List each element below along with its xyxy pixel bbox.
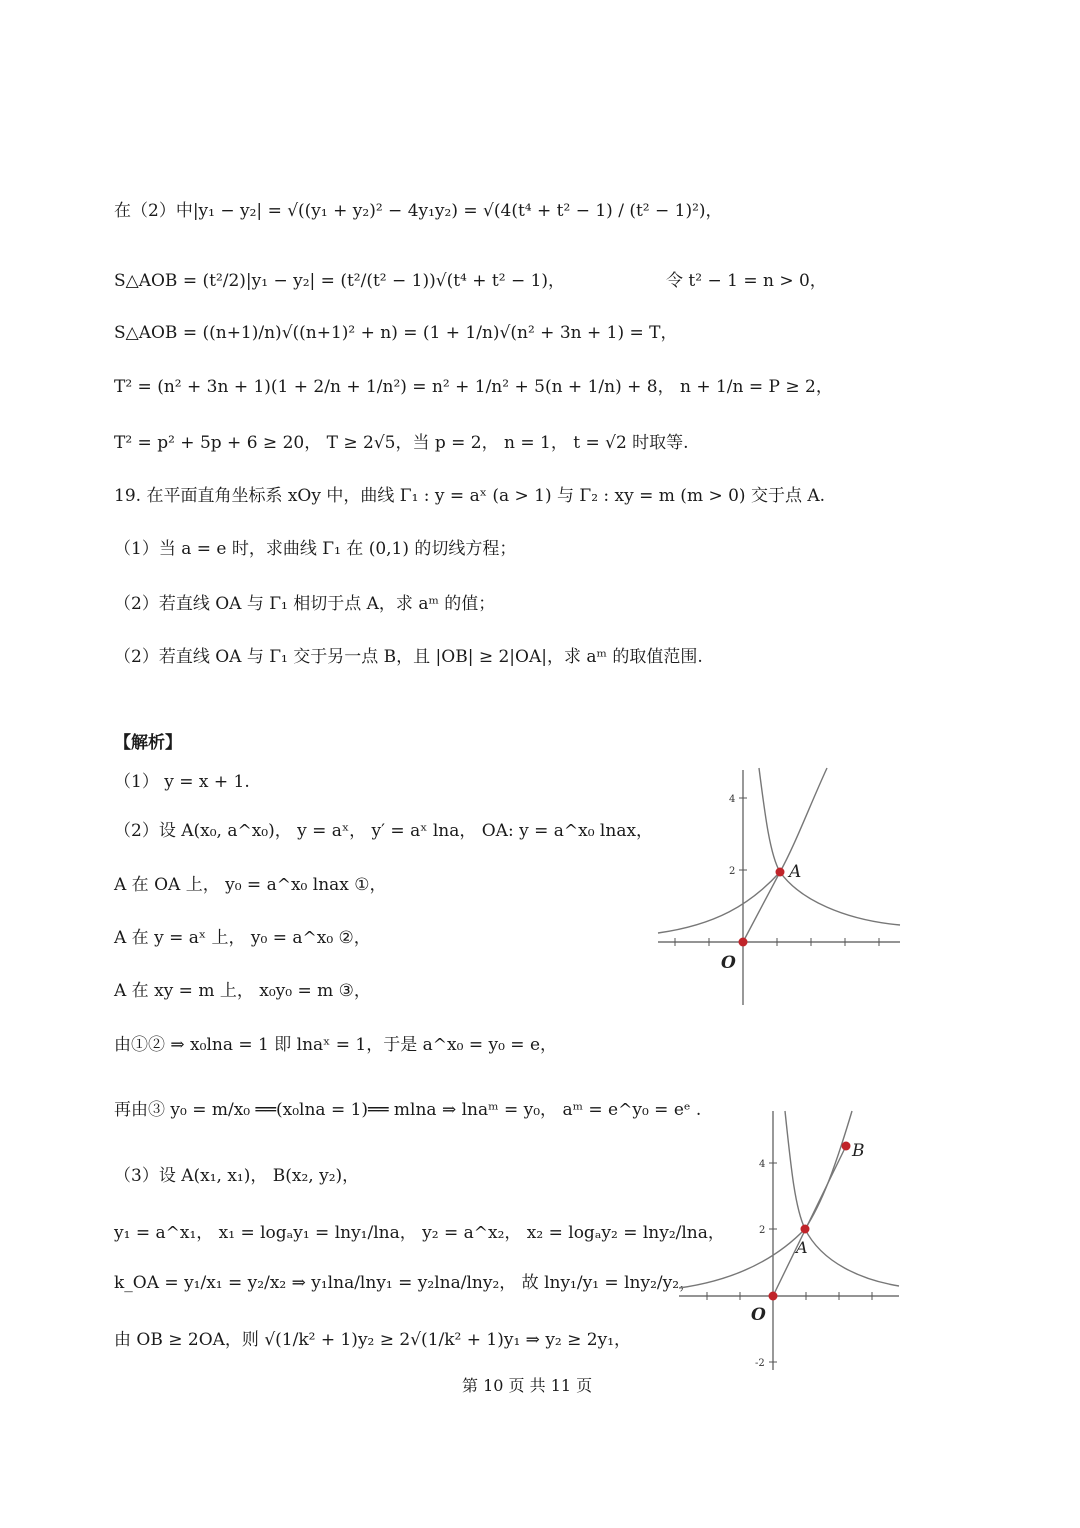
top-line-6: T² = p² + 5p + 6 ≥ 20， T ≥ 2√5，当 p = 2， n = 1， t = √2 时取等. — [114, 433, 689, 453]
point-A — [776, 868, 785, 877]
graph-intersection — [677, 1108, 902, 1373]
tick-label-2: 2 — [729, 866, 736, 877]
top-line-5: T² = (n² + 3n + 1)(1 + 2/n + 1/n²) = n² + 1/n² + 5(n + 1/n) + 8， n + 1/n = P ≥ 2， — [114, 377, 833, 397]
point-O — [739, 938, 748, 947]
label-O: O — [721, 953, 736, 973]
tick-label-neg2: -2 — [755, 1358, 765, 1369]
label-B: B — [852, 1141, 865, 1161]
point-A — [801, 1225, 810, 1234]
problem-stem: 19. 在平面直角坐标系 xOy 中，曲线 Γ₁ : y = aˣ (a > 1) 与 Γ₂ : xy = m (m > 0) 交于点 A. — [114, 486, 826, 506]
problem-q1: （1）当 a = e 时，求曲线 Γ₁ 在 (0,1) 的切线方程； — [114, 539, 517, 559]
problem-q3: （2）若直线 OA 与 Γ₁ 交于另一点 B，且 |OB| ≥ 2|OA|，求 aᵐ 的取值范围. — [114, 647, 703, 667]
point-B — [842, 1142, 851, 1151]
solution-line-5: A 在 xy = m 上， x₀y₀ = m ③， — [114, 981, 371, 1001]
solution-line-7: 再由③ y₀ = m/x₀ ══(x₀lna = 1)══ mlna ⇒ lnaᵐ = y₀， aᵐ = e^y₀ = eᵉ . — [114, 1100, 702, 1120]
tick-label-4: 4 — [759, 1159, 766, 1170]
tick-label-2: 2 — [759, 1225, 766, 1236]
solution-line-1: （1） y = x + 1. — [114, 772, 250, 792]
label-A: A — [796, 1238, 808, 1257]
solution-line-10: k_OA = y₁/x₁ = y₂/x₂ ⇒ y₁lna/lny₁ = y₂lna/lny₂， 故 lny₁/y₁ = lny₂/y₂， — [114, 1273, 697, 1293]
solution-line-2: （2）设 A(x₀, a^x₀)， y = aˣ， y′ = aˣ lna， OA: y = a^x₀ lnax， — [114, 821, 654, 841]
solution-line-6: 由①② ⇒ x₀lna = 1 即 lnaˣ = 1，于是 a^x₀ = y₀ = e， — [114, 1035, 558, 1055]
top-line-4: S△AOB = ((n+1)/n)√((n+1)² + n) = (1 + 1/n)√(n² + 3n + 1) = T， — [114, 323, 678, 343]
solution-line-4: A 在 y = aˣ 上， y₀ = a^x₀ ②， — [114, 928, 371, 948]
top-line-1: 在（2）中|y₁ − y₂| = √((y₁ + y₂)² − 4y₁y₂) = √(4(t⁴ + t² − 1) / (t² − 1)²)， — [114, 201, 723, 221]
problem-q2: （2）若直线 OA 与 Γ₁ 相切于点 A，求 aᵐ 的值； — [114, 594, 496, 614]
solution-heading: 【解析】 — [114, 733, 182, 753]
solution-line-11: 由 OB ≥ 2OA，则 √(1/k² + 1)y₂ ≥ 2√(1/k² + 1)y₁ ⇒ y₂ ≥ 2y₁， — [114, 1330, 632, 1350]
line-OA — [743, 872, 780, 942]
graph-tangent — [655, 765, 905, 1010]
exponential-curve — [679, 1111, 852, 1288]
page-footer: 第 10 页 共 11 页 — [462, 1376, 593, 1395]
tick-label-4: 4 — [729, 794, 736, 805]
solution-line-3: A 在 OA 上， y₀ = a^x₀ lnax ①， — [114, 875, 387, 895]
hyperbola-curve — [785, 1111, 899, 1286]
top-line-2: S△AOB = (t²/2)|y₁ − y₂| = (t²/(t² − 1))√(t⁴ + t² − 1)， — [114, 271, 566, 291]
label-O: O — [751, 1305, 766, 1325]
label-A: A — [789, 862, 802, 882]
line-OB — [773, 1146, 846, 1296]
solution-line-8: （3）设 A(x₁, x₁)， B(x₂, y₂)， — [114, 1166, 360, 1186]
solution-line-9: y₁ = a^x₁， x₁ = logₐy₁ = lny₁/lna， y₂ = a^x₂， x₂ = logₐy₂ = lny₂/lna， — [114, 1223, 725, 1243]
hyperbola-curve — [759, 768, 900, 925]
top-line-3: 令 t² − 1 = n > 0， — [666, 271, 827, 291]
point-O — [769, 1292, 778, 1301]
